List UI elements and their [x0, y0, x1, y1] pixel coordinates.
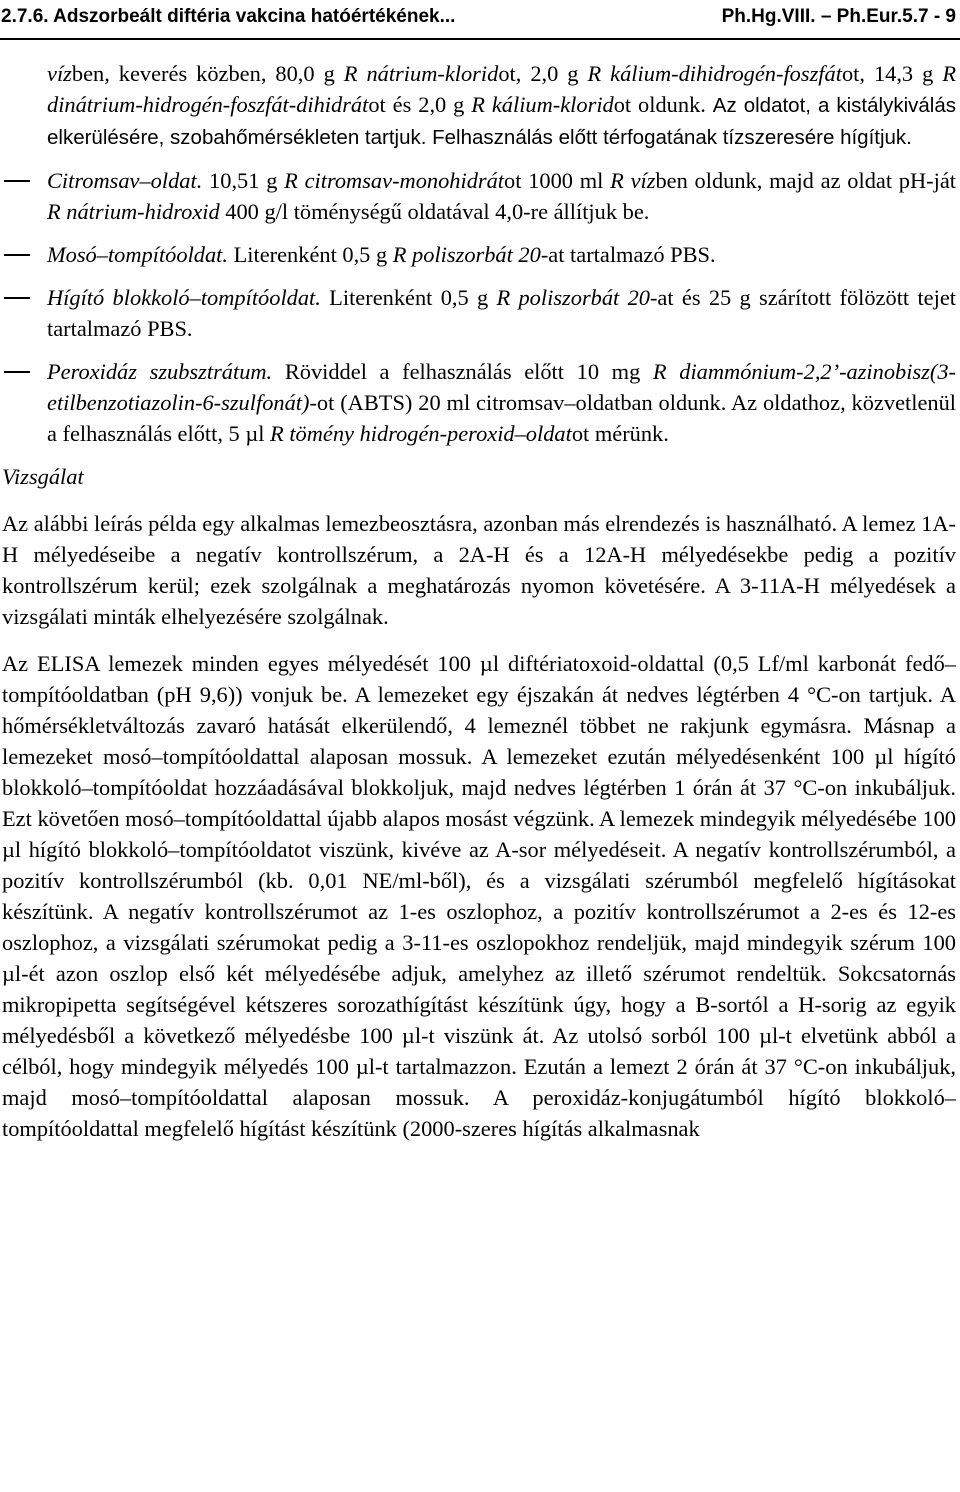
section-heading: Vizsgálat: [2, 464, 84, 489]
item-title: Hígító blokkoló–tompítóoldat.: [47, 285, 321, 310]
list-item-peroxidaz: Peroxidáz szubsztrátum. Röviddel a felhasználás előtt 10 mg R diammónium-2,2’-azinobisz(3-etilbenzotiazolin-6-szulfonát)-ot (ABTS) 20 ml citromsav–oldatban oldunk. Az oldathoz, közvetlenül a felhasználás előtt, 5 µl R tömény hidrogén-peroxid–oldatot mérünk.: [2, 356, 956, 449]
item-title: Mosó–tompítóoldat.: [47, 242, 228, 267]
intro-continuation: vízben, keverés közben, 80,0 g R nátrium-kloridot, 2,0 g R kálium-dihidrogén-foszfátot, 14,3 g R dinátrium-hidrogén-foszfát-dihidrátot és 2,0 g R kálium-kloridot oldunk. Az oldatot, a kistálykiválás elkerülésére, szobahőmérsékleten tartjuk. Felhasználás előtt térfogatának tízszeresére hígítjuk.: [47, 61, 956, 149]
dash-bullet: [4, 297, 30, 299]
paragraph-plate-layout: Az alábbi leírás példa egy alkalmas lemezbeosztásra, azonban más elrendezés is használható. A lemez 1A-H mélyedéseibe a negatív kontrollszérum, a 2A-H és a 12A-H mélyedésekbe pedig a pozitív kontrollszérum kerül; ezek szolgálnak a meghatározás nyomon követésére. A 3-11A-H mélyedések a vizsgálati minták elhelyezésére szolgálnak.: [2, 511, 956, 629]
header-section-title: 2.7.6. Adszorbeált diftéria vakcina hatóértékének...: [1, 6, 456, 27]
document-body: [2, 58, 956, 1160]
dash-bullet: [4, 371, 30, 373]
list-item-higito: Hígító blokkoló–tompítóoldat. Literenként 0,5 g R poliszorbát 20-at és 25 g szárított fölözött tejet tartalmazó PBS.: [2, 282, 956, 344]
list-item-citromsav: Citromsav–oldat. 10,51 g R citromsav-monohidrátot 1000 ml R vízben oldunk, majd az oldat pH-ját R nátrium-hidroxid 400 g/l töménységű oldatával 4,0-re állítjuk be.: [2, 165, 956, 227]
dash-bullet: [4, 180, 30, 182]
dash-bullet: [4, 254, 30, 256]
running-header: [0, 0, 960, 40]
header-pharmacopoeia-reference: Ph.Hg.VIII. – Ph.Eur.5.7 - 9: [721, 6, 956, 27]
paragraph-elisa-procedure: Az ELISA lemezek minden egyes mélyedését 100 µl diftériatoxoid-oldattal (0,5 Lf/ml karbonát fedő–tompítóoldatban (pH 9,6)) vonjuk be. A lemezeket egy éjszakán át nedves légtérben 4 °C-on tartjuk. A hőmérsékletváltozás zavaró hatását elkerülendő, 4 lemeznél többet ne rakjunk egymásra. Másnap a lemezeket mosó–tompítóoldattal alaposan mossuk. A lemezeket ezután mélyedésenként 100 µl hígító blokkoló–tompítóoldat hozzáadásával blokkoljuk, majd nedves légtérben 1 órán át 37 °C-on inkubáljuk. Ezt követően mosó–tompítóoldattal újabb alapos mosást végzünk. A lemezek mindegyik mélyedésébe 100 µl hígító blokkoló–tompítóoldatot viszünk, kivéve az A-sor mélyedéseit. A negatív kontrollszérumból, a pozitív kontrollszérumból (kb. 0,01 NE/ml-ből), és a vizsgálati szérumból megfelelő hígításokat készítünk. A negatív kontrollszérumot az 1-es oszlophoz, a pozitív kontrollszérumot a 2-es és 12-es oszlophoz, a vizsgálati szérumokat pedig a 3-11-es oszlopokhoz rendeljük, majd mindegyik szérum 100 µl-ét azon oszlop első két mélyedésébe adjuk, amelyhez az illető szérumot rendeltük. Sokcsatornás mikropipetta segítségével kétszeres sorozathígítást készítünk úgy, hogy a B-sortól a H-sorig az egyik mélyedésből a következő mélyedésbe 100 µl-t viszünk át. Az utolsó sorból 100 µl-t elvetünk abból a célból, hogy mindegyik mélyedés 100 µl-t tartalmazzon. Ezután a lemezt 2 órán át 37 °C-on inkubáljuk, majd mosó–tompítóoldattal alaposan mossuk. A peroxidáz-konjugátumból hígító blokkoló–tompítóoldattal megfelelő hígítást készítünk (2000-szeres hígítás alkalmasnak: [2, 651, 956, 1141]
item-title: Peroxidáz szubsztrátum.: [47, 359, 273, 384]
list-item-moso: Mosó–tompítóoldat. Literenként 0,5 g R poliszorbát 20-at tartalmazó PBS.: [2, 239, 956, 270]
item-title: Citromsav–oldat.: [47, 168, 203, 193]
